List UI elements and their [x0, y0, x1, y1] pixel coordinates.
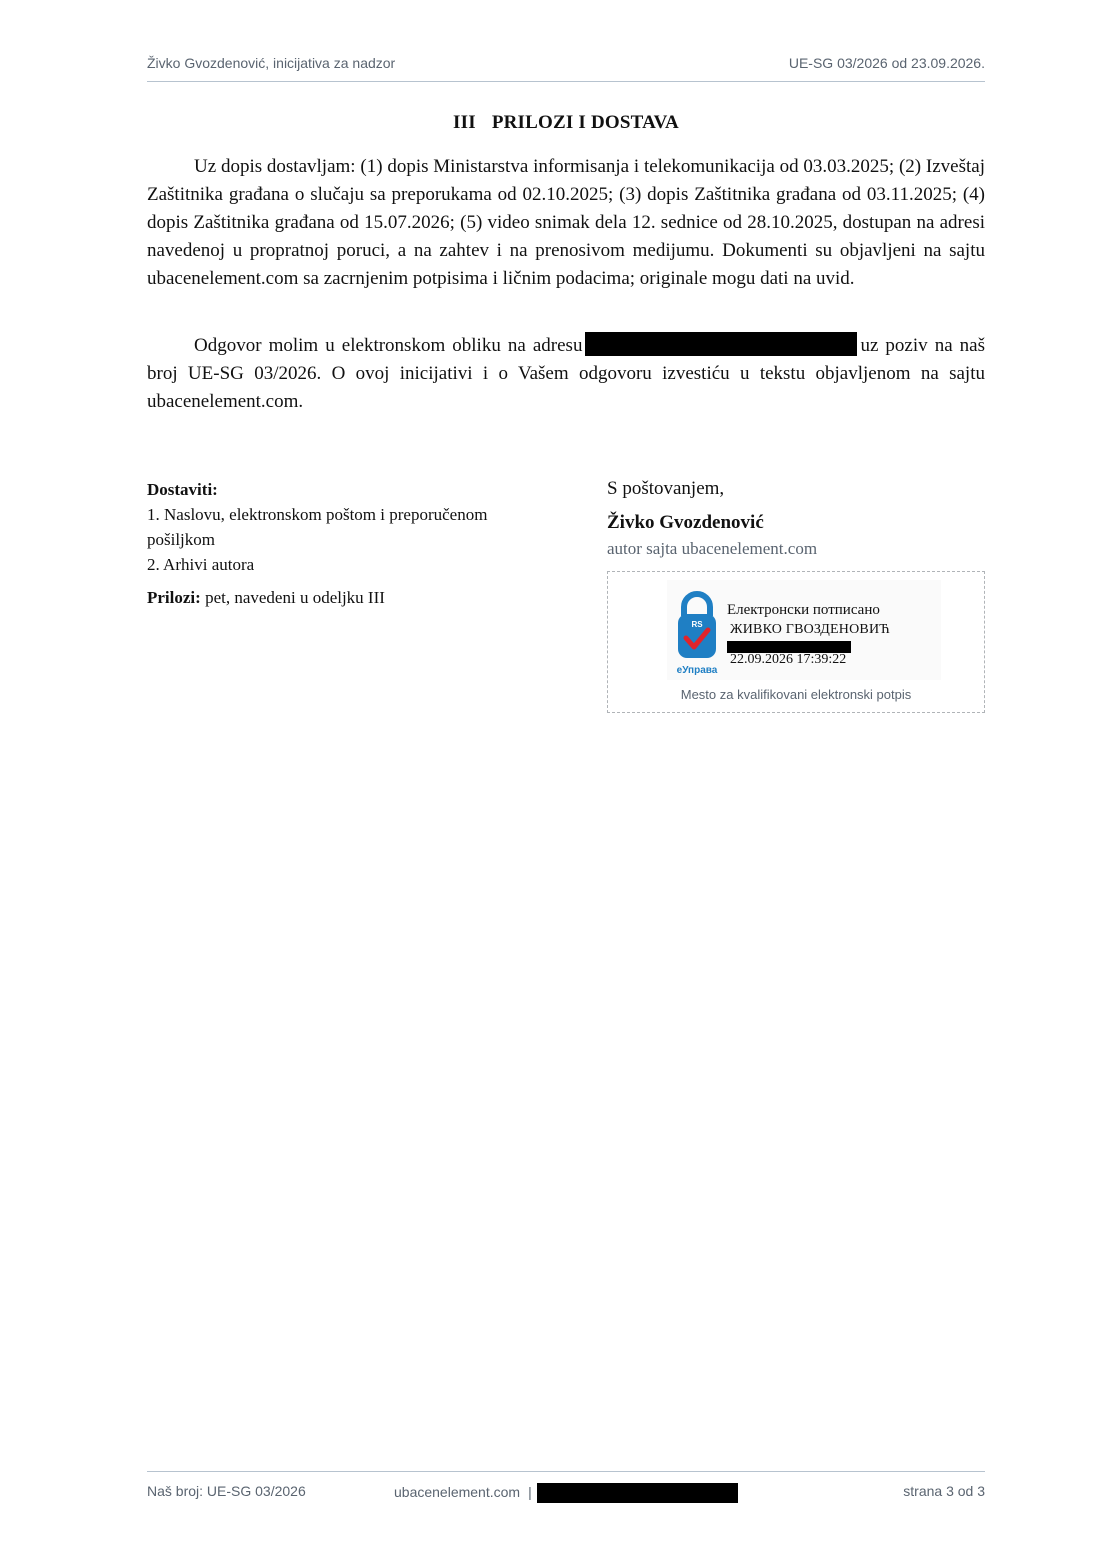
footer-page-number: strana 3 od 3: [903, 1483, 985, 1499]
reply-text-before: Odgovor molim u elektronskom obliku na adresu: [194, 335, 583, 356]
attachments-value: pet, navedeni u odeljku III: [205, 588, 385, 607]
delivery-item: 2. Arhivi autora: [147, 555, 255, 574]
attachments-label: Prilozi:: [147, 588, 201, 607]
footer-site: [394, 1483, 738, 1503]
footer-redacted-contact: [537, 1483, 738, 1503]
delivery-heading: Dostaviti:: [147, 480, 218, 499]
delivery-block: [147, 477, 547, 610]
reply-paragraph: [147, 332, 985, 416]
signer-role: autor sajta ubacenelement.com: [607, 539, 818, 558]
section-heading: [147, 112, 985, 134]
page-footer: [147, 1471, 985, 1505]
attachments-paragraph: Uz dopis dostavljam: (1) dopis Ministarstva informisanja i telekomunikacija od 03.03.2025; (2) Izveštaj Zaštitnika građana o slučaju sa preporukama od 02.10.2025; (3) dopis Zaštitnika građana od 03.11.2025; (4) dopis Zaštitnika građana od 15.07.2026; (5) video snimak dela 12. sednice od 28.10.2025, dostupan na adresi navedenoj u propratnoj poruci, a na zahtev i na prenosivom medijumu. Dokumenti su objavljeni na sajtu ubacenelement.com sa zacrnjenim potpisima i ličnim podacima; originale mogu dati na uvid.: [147, 156, 985, 289]
section-title: PRILOZI I DOSTAVA: [491, 112, 679, 133]
header-left-text: Živko Gvozdenović, inicijativa za nadzor: [147, 55, 396, 71]
delivery-item: 1. Naslovu, elektronskom poštom i preporučenom pošiljkom: [147, 505, 488, 549]
redacted-email: [585, 332, 857, 356]
section-number: III: [453, 112, 476, 133]
signature-block: [607, 476, 985, 561]
euprava-lock-icon: [675, 590, 719, 680]
signature-caption: Mesto za kvalifikovani elektronski potpis: [680, 687, 912, 702]
logo-text: еУправа: [676, 665, 718, 676]
reply-text-after: uz poziv na naš broj UE-SG 03/2026. O ovoj inicijativi i o Vašem odgovoru izvestiću u tekstu objavljenom na sajtu ubacenelement.com.: [147, 335, 985, 412]
header-right-text: UE-SG 03/2026 od 23.09.2026.: [788, 55, 985, 71]
attachments-line: [147, 585, 547, 610]
footer-separator: |: [528, 1484, 532, 1500]
page-header: [147, 54, 985, 82]
logo-badge-text: RS: [691, 620, 703, 629]
electronic-signature-stamp: [667, 580, 941, 680]
signature-box: [607, 571, 985, 713]
stamp-timestamp: 22.09.2026 17:39:22: [730, 652, 847, 667]
signer-name: Živko Gvozdenović: [607, 512, 764, 533]
stamp-signer-name: ЖИВКО ГВОЗДЕНОВИЋ: [730, 622, 890, 637]
footer-site-text: ubacenelement.com: [394, 1484, 521, 1500]
footer-reference: Naš broj: UE-SG 03/2026: [147, 1483, 306, 1499]
closing-greeting: S poštovanjem,: [607, 478, 725, 499]
stamp-signed-label: Електронски потписано: [727, 602, 880, 618]
